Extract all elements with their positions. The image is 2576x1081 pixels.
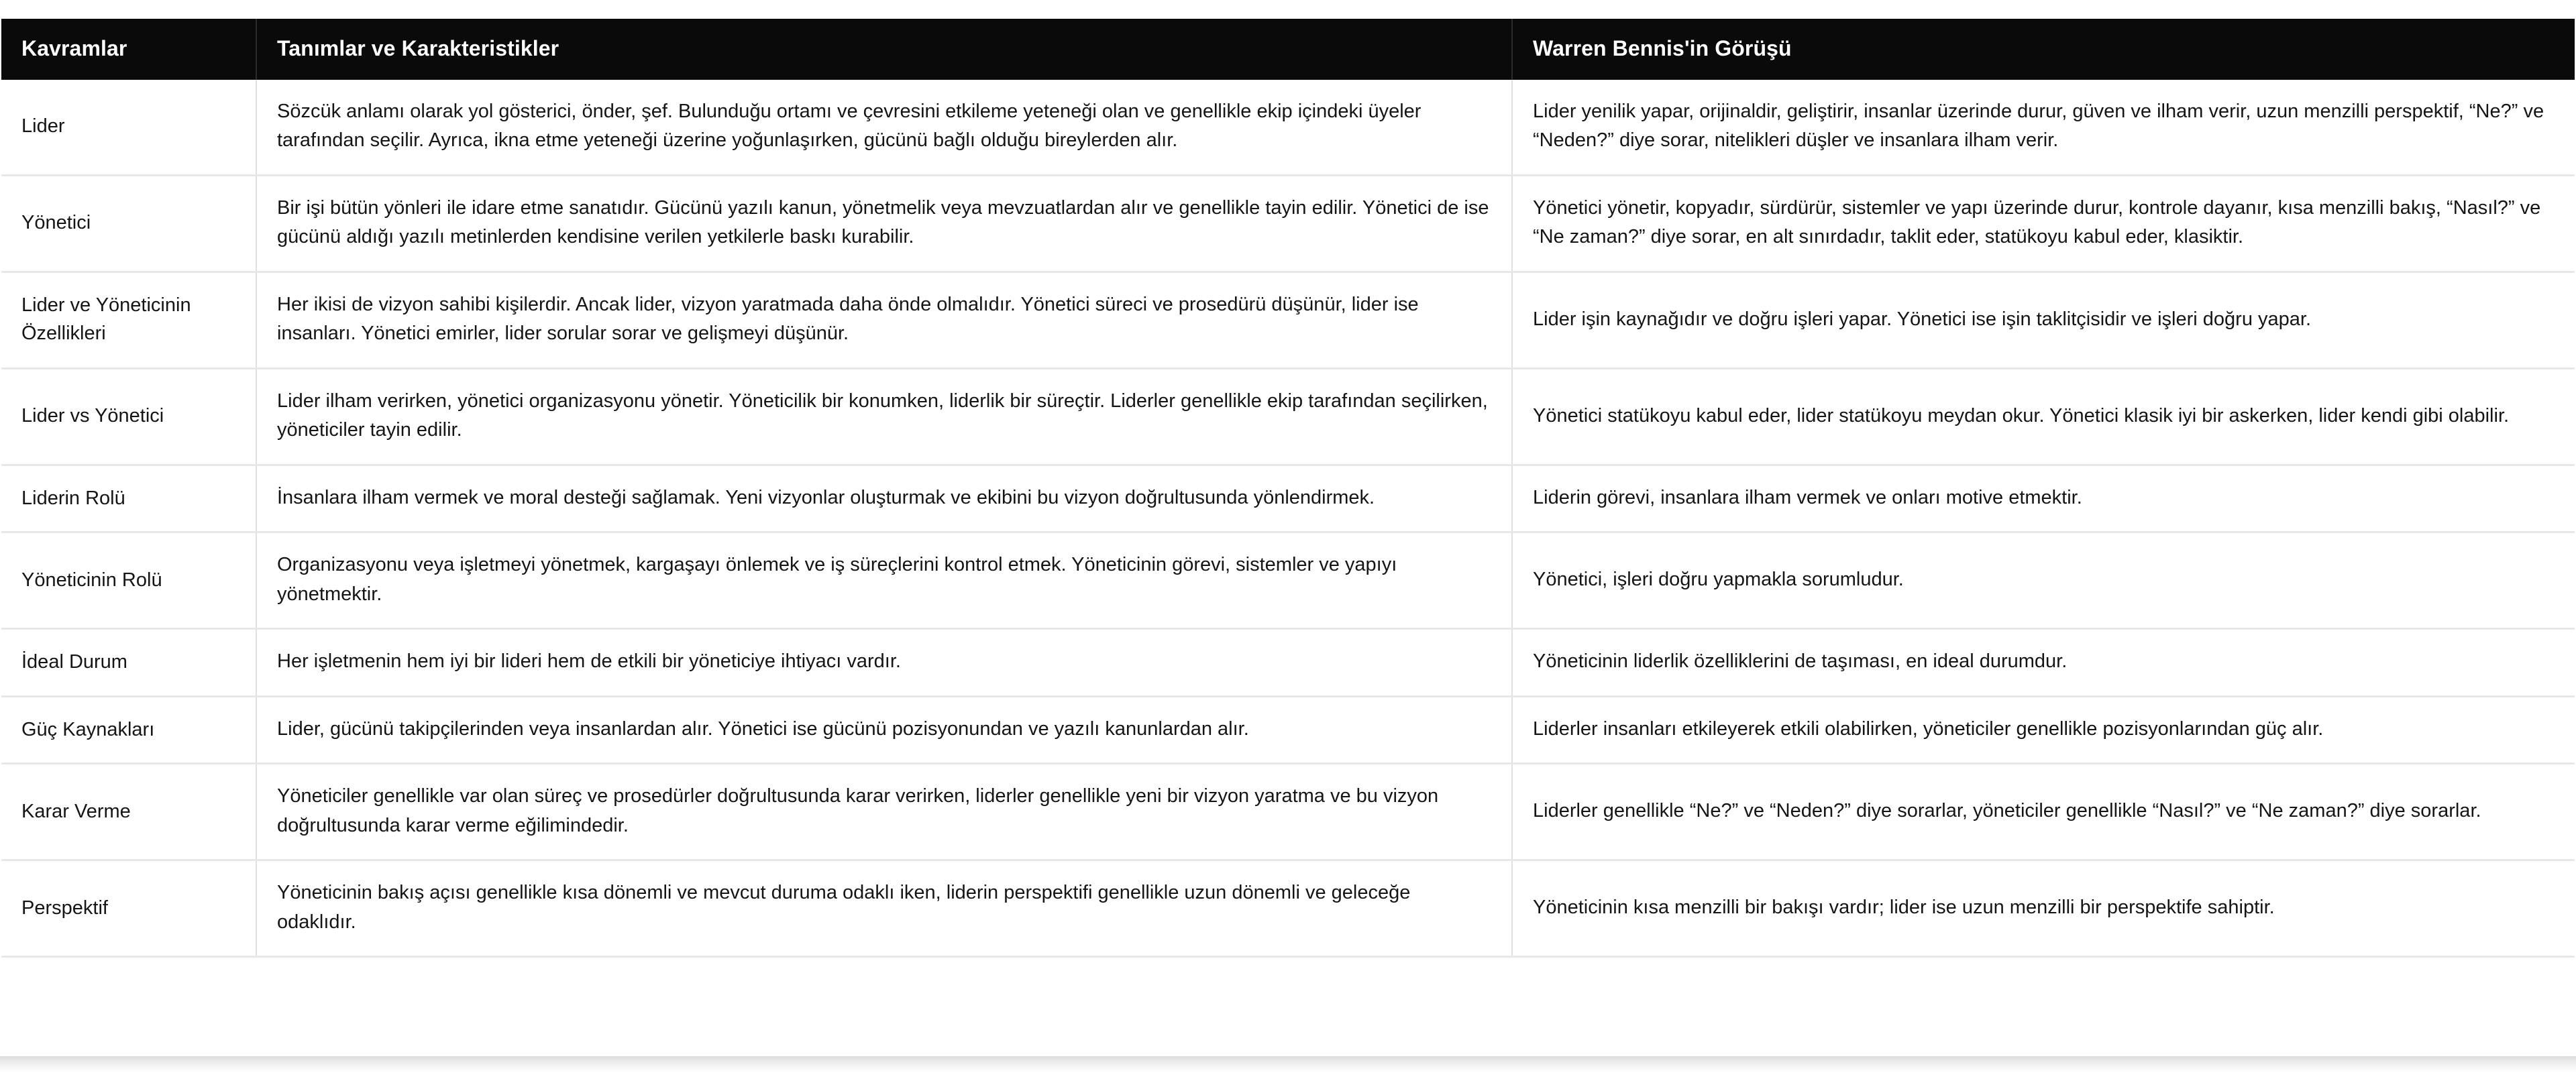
cell-definition: Lider, gücünü takipçilerinden veya insanlardan alır. Yönetici ise gücünü pozisyonundan ve yazılı kanunlardan alır. [256,696,1512,764]
cell-concept: Yönetici [1,175,256,272]
cell-definition: Bir işi bütün yönleri ile idare etme sanatıdır. Gücünü yazılı kanun, yönetmelik veya mevzuatlardan alır ve genellikle tayin edilir. Yönetici de ise gücünü aldığı yazılı metinlerden kendisine verilen yetkilerle baskı kurabilir. [256,175,1512,272]
cell-bennis-view: Yönetici yönetir, kopyadır, sürdürür, sistemler ve yapı üzerinde durur, kontrole dayanır, kısa menzilli bakış, “Nasıl?” ve “Ne zaman?” diye sorar, en alt sınırdadır, taklit eder, statükoyu kabul eder, klasiktir. [1512,175,2575,272]
table-row [1,532,2575,629]
cell-definition: Sözcük anlamı olarak yol gösterici, önder, şef. Bulunduğu ortamı ve çevresini etkileme yeteneği olan ve genellikle ekip içindeki üyeler tarafından seçilir. Ayrıca, ikna etme yeteneği üzerine yoğunlaşırken, gücünü bağlı olduğu bireylerden alır. [256,80,1512,176]
cell-definition: Yöneticiler genellikle var olan süreç ve prosedürler doğrultusunda karar verirken, liderler genellikle yeni bir vizyon yaratma ve bu vizyon doğrultusunda karar verme eğilimindedir. [256,764,1512,860]
cell-concept: İdeal Durum [1,629,256,697]
cell-bennis-view: Lider yenilik yapar, orijinaldir, geliştirir, insanlar üzerinde durur, güven ve ilham verir, uzun menzilli perspektif, “Ne?” ve “Neden?” diye sorar, nitelikleri düşler ve insanlara ilham verir. [1512,80,2575,176]
cell-concept: Güç Kaynakları [1,696,256,764]
table-row [1,465,2575,532]
cell-concept: Karar Verme [1,764,256,860]
table-header [1,19,2575,80]
leader-manager-comparison-table [1,19,2575,958]
cell-definition: Lider ilham verirken, yönetici organizasyonu yönetir. Yöneticilik bir konumken, liderlik bir süreçtir. Liderler genellikle ekip tarafından seçilirken, yöneticiler tayin edilir. [256,368,1512,465]
cell-concept: Lider vs Yönetici [1,368,256,465]
cell-definition: Organizasyonu veya işletmeyi yönetmek, kargaşayı önlemek ve iş süreçlerini kontrol etmek. Yöneticinin görevi, sistemler ve yapıyı yönetmektir. [256,532,1512,629]
cell-bennis-view: Yönetici, işleri doğru yapmakla sorumludur. [1512,532,2575,629]
page-bottom-shadow [0,1056,2576,1072]
cell-concept: Lider [1,80,256,176]
table-row [1,272,2575,368]
table-row [1,368,2575,465]
table-row [1,175,2575,272]
cell-bennis-view: Yönetici statükoyu kabul eder, lider statükoyu meydan okur. Yönetici klasik iyi bir askerken, lider kendi gibi olabilir. [1512,368,2575,465]
cell-definition: Her işletmenin hem iyi bir lideri hem de etkili bir yöneticiye ihtiyacı vardır. [256,629,1512,697]
cell-bennis-view: Yöneticinin kısa menzilli bir bakışı vardır; lider ise uzun menzilli bir perspektife sahiptir. [1512,860,2575,957]
column-header-bennis-view: Warren Bennis'in Görüşü [1512,19,2575,80]
table-row [1,696,2575,764]
cell-bennis-view: Lider işin kaynağıdır ve doğru işleri yapar. Yönetici ise işin taklitçisidir ve işleri doğru yapar. [1512,272,2575,368]
table-row [1,629,2575,697]
cell-bennis-view: Liderin görevi, insanlara ilham vermek ve onları motive etmektir. [1512,465,2575,532]
cell-concept: Lider ve Yöneticinin Özellikleri [1,272,256,368]
cell-concept: Perspektif [1,860,256,957]
cell-definition: İnsanlara ilham vermek ve moral desteği sağlamak. Yeni vizyonlar oluşturmak ve ekibini bu vizyon doğrultusunda yönlendirmek. [256,465,1512,532]
table-row [1,764,2575,860]
cell-bennis-view: Yöneticinin liderlik özelliklerini de taşıması, en ideal durumdur. [1512,629,2575,697]
cell-bennis-view: Liderler insanları etkileyerek etkili olabilirken, yöneticiler genellikle pozisyonlarından güç alır. [1512,696,2575,764]
cell-concept: Liderin Rolü [1,465,256,532]
table-header-row [1,19,2575,80]
cell-definition: Yöneticinin bakış açısı genellikle kısa dönemli ve mevcut duruma odaklı iken, liderin perspektifi genellikle uzun dönemli ve geleceğe odaklıdır. [256,860,1512,957]
table-row [1,80,2575,176]
cell-bennis-view: Liderler genellikle “Ne?” ve “Neden?” diye sorarlar, yöneticiler genellikle “Nasıl?” ve “Ne zaman?” diye sorarlar. [1512,764,2575,860]
column-header-definitions: Tanımlar ve Karakteristikler [256,19,1512,80]
cell-definition: Her ikisi de vizyon sahibi kişilerdir. Ancak lider, vizyon yaratmada daha önde olmalıdır. Yönetici süreci ve prosedürü düşünür, lider ise insanları. Yönetici emirler, lider sorular sorar ve gelişmeyi düşünür. [256,272,1512,368]
table-body [1,80,2575,957]
comparison-table-container [0,19,2576,958]
cell-concept: Yöneticinin Rolü [1,532,256,629]
table-row [1,860,2575,957]
column-header-concepts: Kavramlar [1,19,256,80]
